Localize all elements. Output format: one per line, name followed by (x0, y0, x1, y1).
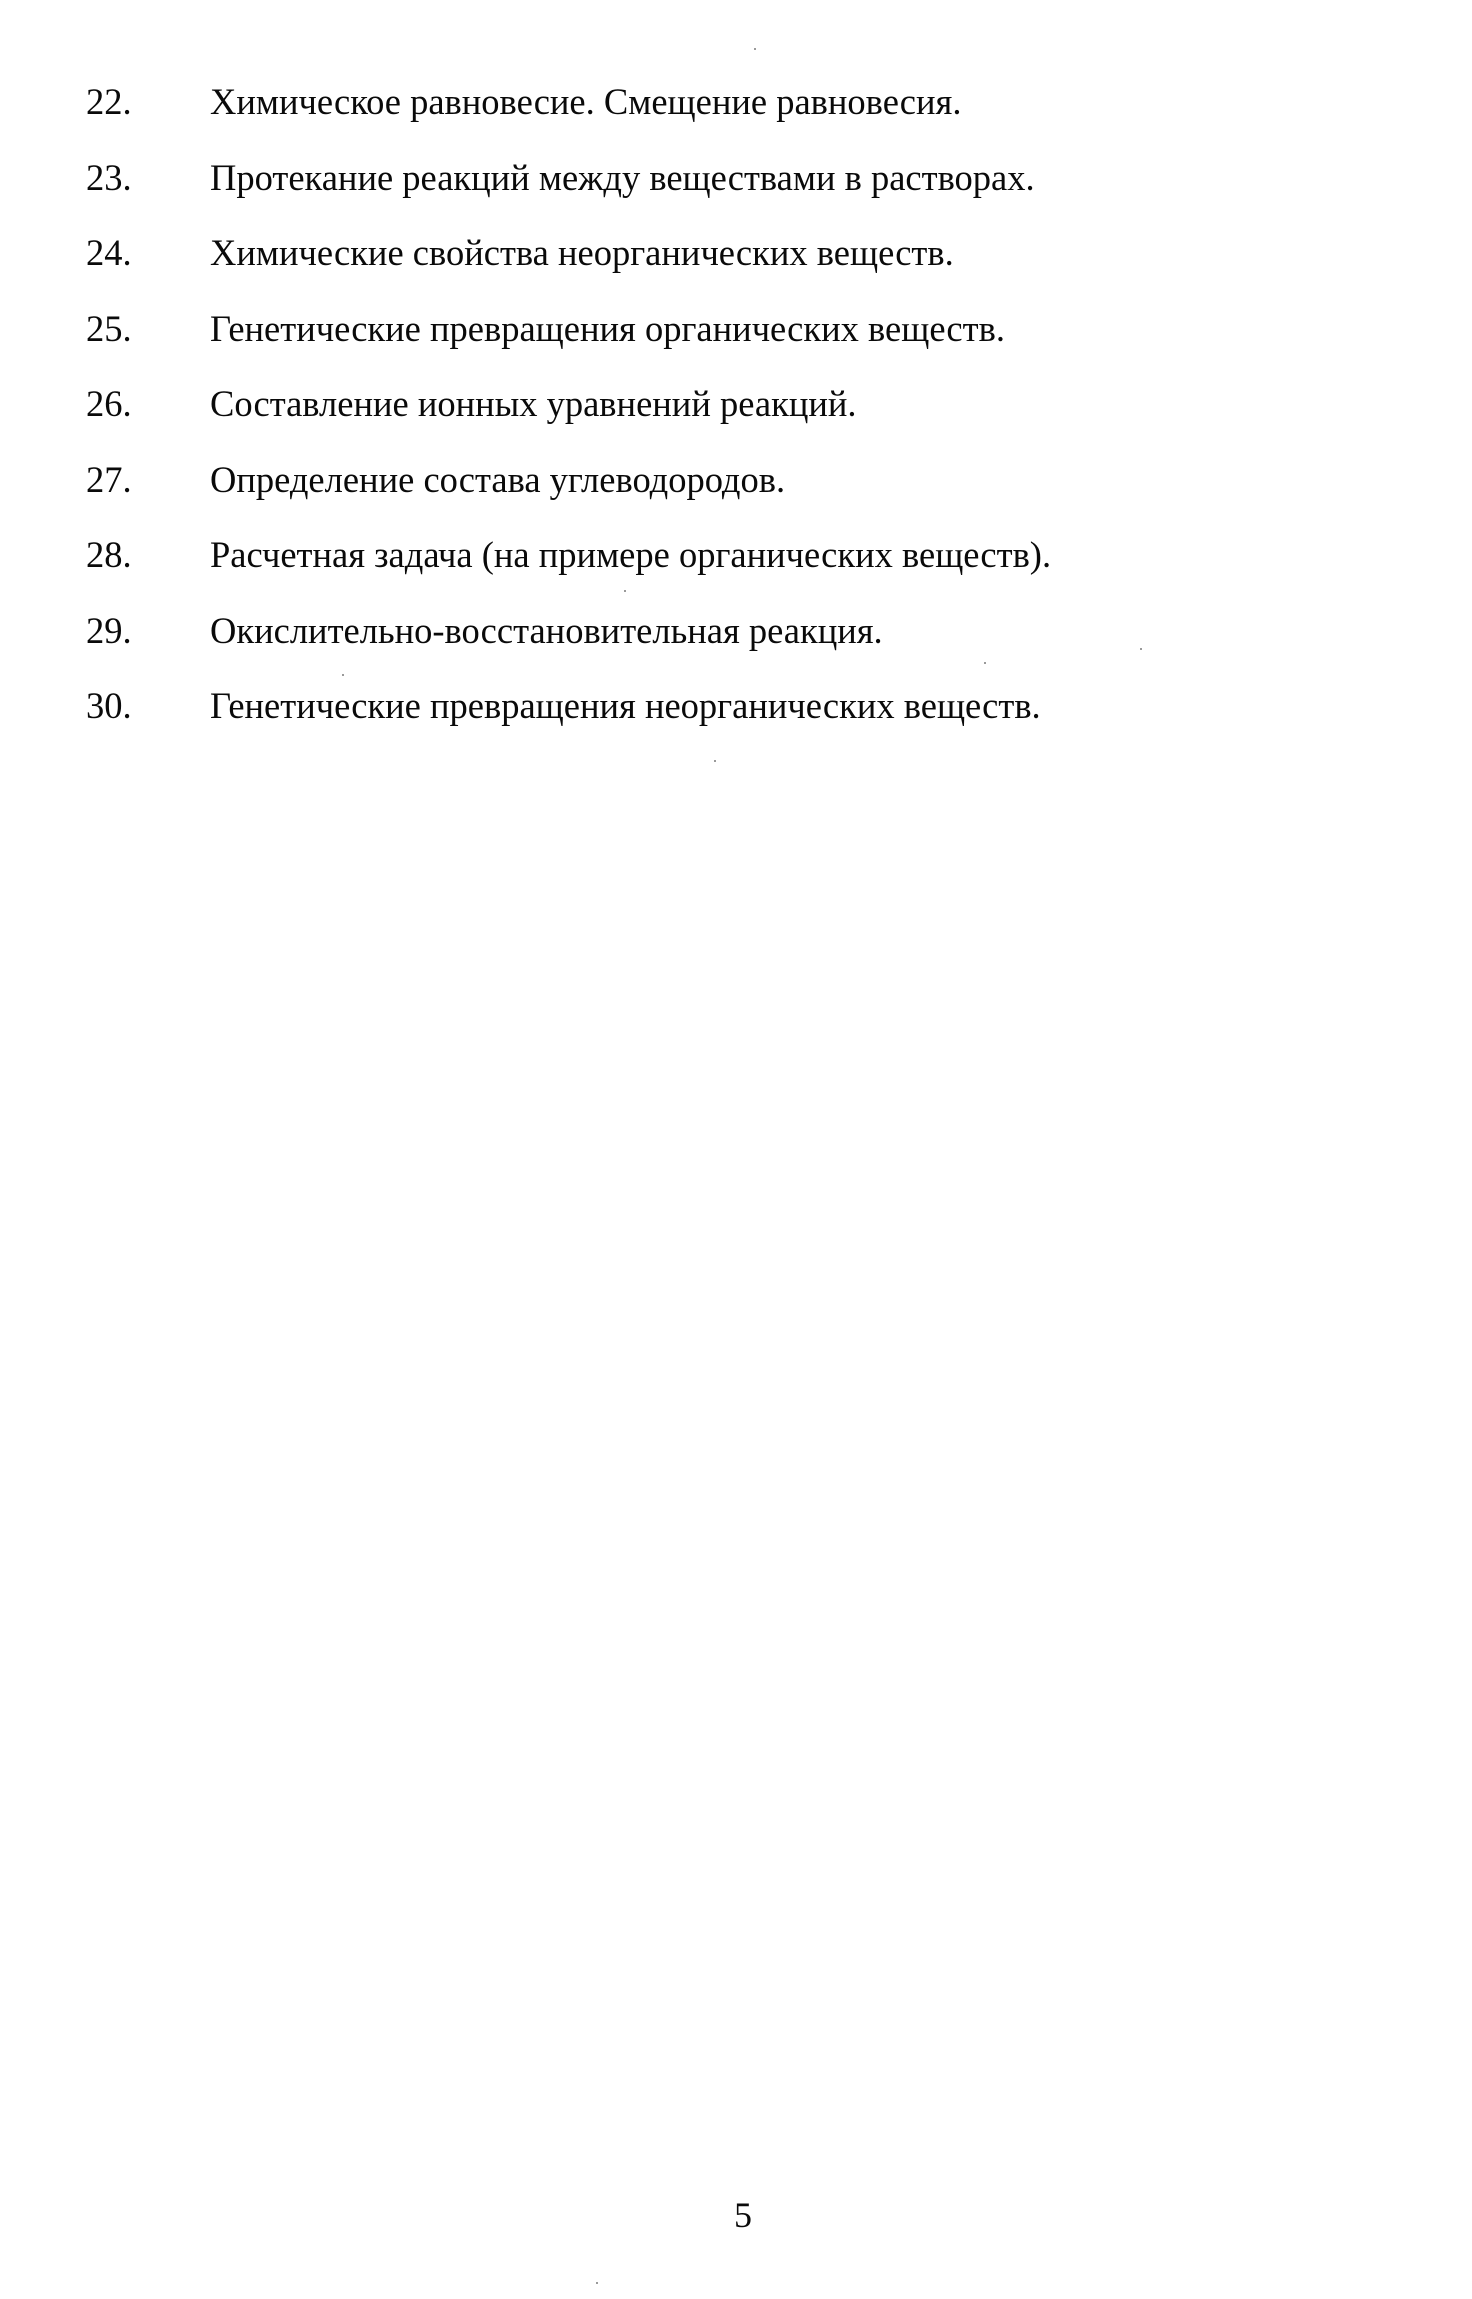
page-number: 5 (734, 2195, 752, 2235)
item-number: 30. (86, 685, 132, 726)
item-number: 29. (86, 609, 132, 651)
scan-speck (342, 674, 344, 676)
item-number: 22. (86, 81, 132, 122)
list-item (86, 535, 1386, 611)
item-number: 27. (86, 458, 132, 500)
item-text: Генетические превращения неорганических веществ. (210, 685, 1041, 726)
scan-speck (714, 760, 716, 762)
item-number: 23. (86, 156, 132, 198)
item-number: 24. (86, 232, 132, 273)
item-text: Окислительно-восстановительная реакция. (210, 609, 883, 651)
list-item (86, 158, 1386, 234)
item-text: Расчетная задача (на примере органических веществ). (210, 534, 1052, 575)
item-text: Протекание реакций между веществами в растворах. (210, 156, 1035, 198)
topic-list (86, 82, 1386, 762)
scan-speck (984, 662, 986, 664)
item-text: Генетические превращения органических веществ. (210, 307, 1005, 349)
list-item (86, 686, 1386, 762)
item-number: 25. (86, 307, 132, 349)
list-item (86, 611, 1386, 687)
item-text: Химические свойства неорганических веществ. (210, 232, 954, 273)
item-number: 26. (86, 383, 132, 424)
list-item (86, 309, 1386, 385)
item-text: Составление ионных уравнений реакций. (210, 383, 857, 424)
scan-speck (1140, 648, 1142, 650)
scan-speck (596, 2282, 598, 2284)
scan-speck (624, 590, 626, 592)
item-text: Определение состава углеводородов. (210, 458, 786, 500)
item-number: 28. (86, 534, 132, 575)
list-item (86, 82, 1386, 158)
list-item (86, 460, 1386, 536)
list-item (86, 233, 1386, 309)
list-item (86, 384, 1386, 460)
scan-speck (754, 48, 756, 50)
item-text: Химическое равновесие. Смещение равновесия. (210, 81, 962, 122)
